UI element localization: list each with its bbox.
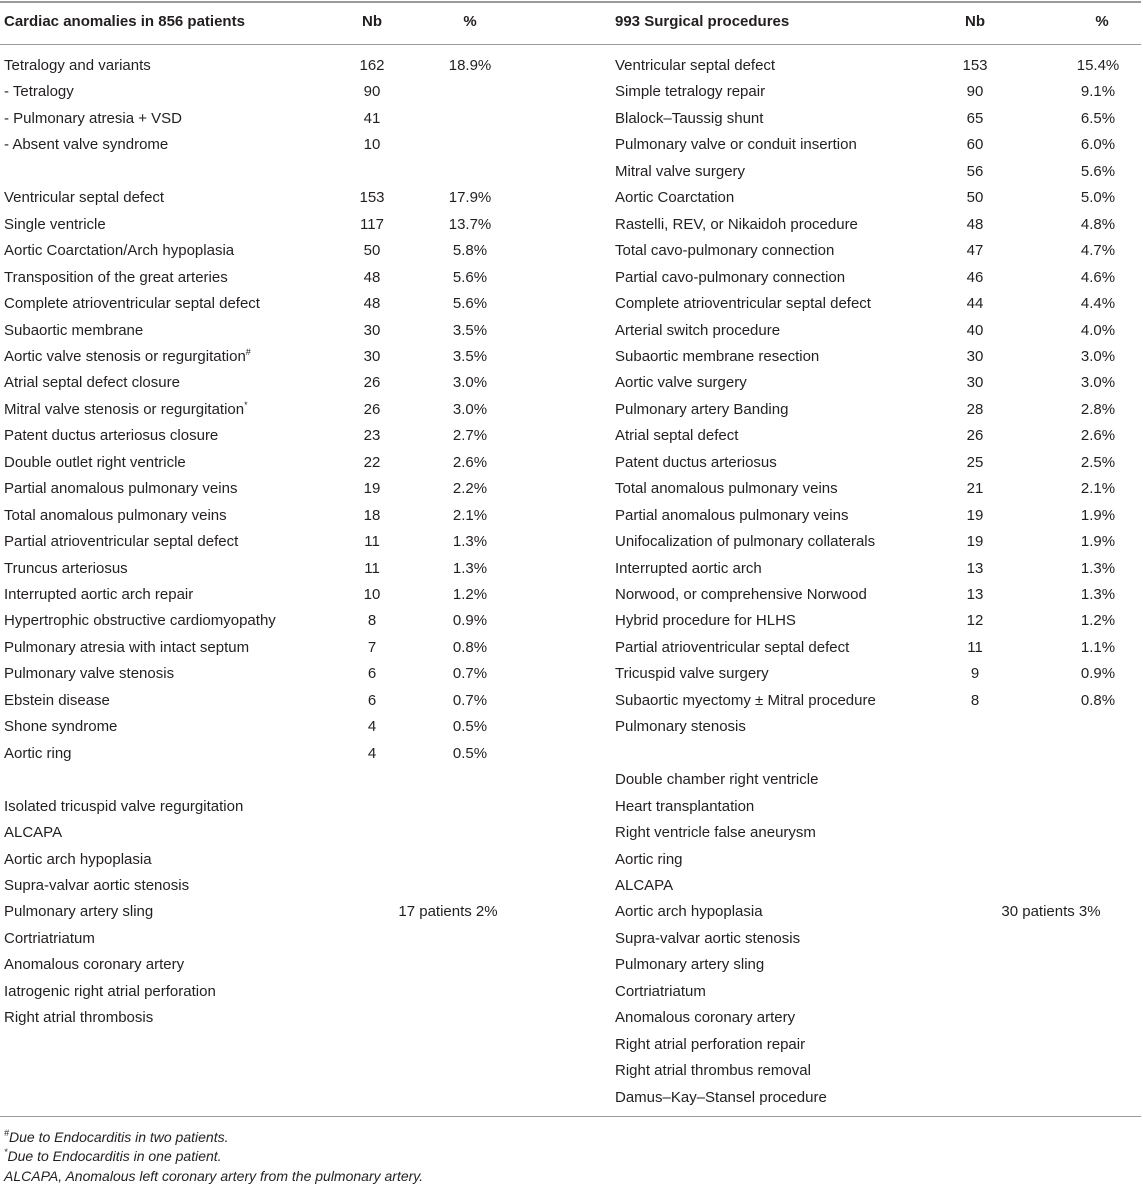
right-row-nb: 12	[966, 612, 984, 629]
row-label-text: Supra-valvar aortic stenosis	[4, 877, 190, 894]
right-row-label	[615, 453, 777, 473]
left-row-nb: 7	[367, 639, 377, 656]
right-row-nb: 13	[966, 586, 984, 603]
left-row-nb: 26	[363, 401, 381, 418]
left-row-label	[4, 268, 228, 288]
left-row-label	[4, 215, 106, 235]
right-row-label	[615, 611, 796, 631]
left-row-label	[4, 506, 227, 526]
left-row-label	[4, 109, 182, 129]
left-row-nb: 18	[363, 507, 381, 524]
right-row-pct: 0.9%	[1080, 665, 1116, 682]
right-row-label	[615, 215, 858, 235]
row-label-text: Ebstein disease	[4, 692, 110, 709]
right-row-label	[615, 268, 845, 288]
right-nb-header: Nb	[965, 13, 985, 30]
right-row-pct: 2.5%	[1080, 454, 1116, 471]
row-label-text: Norwood, or comprehensive Norwood	[615, 586, 867, 603]
row-label-text: Ventricular septal defect	[615, 57, 776, 74]
left-row-nb: 4	[367, 745, 377, 762]
row-label-text: - Tetralogy	[4, 83, 74, 100]
right-row-label	[615, 559, 762, 579]
right-row-label	[615, 109, 763, 129]
left-row-pct: 1.3%	[452, 560, 488, 577]
row-label-text: Damus–Kay–Stansel procedure	[615, 1089, 827, 1106]
left-row-label	[4, 902, 153, 922]
right-row-label	[615, 321, 780, 341]
row-label-text: Right ventricle false aneurysm	[615, 824, 816, 841]
right-row-pct: 3.0%	[1080, 374, 1116, 391]
left-row-label	[4, 56, 151, 76]
row-label-text: Tetralogy and variants	[4, 57, 151, 74]
row-label-text: Patent ductus arteriosus closure	[4, 427, 219, 444]
left-row-pct: 18.9%	[448, 57, 492, 74]
left-row-nb: 48	[363, 295, 381, 312]
left-row-nb: 23	[363, 427, 381, 444]
right-row-nb: 30	[966, 374, 984, 391]
right-row-nb: 30	[966, 348, 984, 365]
right-title-header: 993 Surgical procedures	[615, 13, 790, 30]
row-label-text: Double outlet right ventricle	[4, 454, 186, 471]
left-row-nb: 11	[364, 560, 380, 577]
right-row-pct: 9.1%	[1080, 83, 1116, 100]
right-row-nb: 28	[966, 401, 984, 418]
left-row-nb: 8	[367, 612, 377, 629]
left-row-pct: 2.1%	[452, 507, 488, 524]
left-row-pct: 2.2%	[452, 480, 488, 497]
left-row-pct: 5.8%	[452, 242, 488, 259]
left-nb-header: Nb	[362, 13, 382, 30]
footnote-alcapa	[4, 1166, 423, 1186]
row-label-text: Arterial switch procedure	[615, 322, 781, 339]
left-row-label	[4, 294, 260, 314]
left-row-label	[4, 188, 164, 208]
right-row-pct: 2.8%	[1080, 401, 1116, 418]
left-row-nb: 153	[359, 189, 385, 206]
table-header-rule	[0, 44, 1141, 45]
row-label-text: Aortic valve stenosis or regurgitation	[4, 348, 246, 365]
left-row-label	[4, 559, 128, 579]
row-label-text: Hybrid procedure for HLHS	[615, 612, 796, 629]
right-row-nb: 60	[966, 136, 984, 153]
left-row-nb: 11	[364, 533, 380, 550]
row-label-text: Patent ductus arteriosus	[615, 454, 777, 471]
row-label-text: Atrial septal defect	[615, 427, 739, 444]
right-row-nb: 153	[962, 57, 988, 74]
left-row-pct: 3.5%	[452, 322, 488, 339]
left-row-pct: 2.6%	[452, 454, 488, 471]
footnote-endocarditis-one	[4, 1146, 222, 1166]
right-row-label	[615, 56, 775, 76]
row-label-text: Total cavo-pulmonary connection	[615, 242, 835, 259]
footnote-text: Due to Endocarditis in one patient.	[7, 1148, 222, 1164]
right-row-label	[615, 241, 834, 261]
right-row-label	[615, 1088, 827, 1108]
right-row-label	[615, 982, 706, 1002]
right-row-label	[615, 400, 788, 420]
left-row-label	[4, 850, 152, 870]
right-group-summary: 30 patients 3%	[1001, 903, 1101, 920]
left-row-label	[4, 532, 238, 552]
right-row-nb: 19	[966, 507, 984, 524]
left-row-label	[4, 982, 216, 1002]
left-row-nb: 10	[363, 136, 381, 153]
left-row-label	[4, 347, 251, 367]
right-row-nb: 9	[970, 665, 980, 682]
row-label-text: Total anomalous pulmonary veins	[4, 507, 227, 524]
right-row-pct: 6.0%	[1080, 136, 1116, 153]
row-footnote-mark: *	[244, 400, 248, 410]
row-label-text: Double chamber right ventricle	[615, 771, 819, 788]
left-row-label	[4, 373, 180, 393]
left-row-pct: 0.5%	[452, 718, 488, 735]
row-label-text: Aortic valve surgery	[615, 374, 747, 391]
row-label-text: Rastelli, REV, or Nikaidoh procedure	[615, 216, 858, 233]
right-row-pct: 6.5%	[1080, 110, 1116, 127]
left-row-nb: 90	[363, 83, 381, 100]
left-row-label	[4, 955, 184, 975]
left-row-nb: 6	[367, 692, 377, 709]
right-row-label	[615, 876, 673, 896]
row-label-text: Aortic ring	[4, 745, 72, 762]
right-row-nb: 44	[966, 295, 984, 312]
right-row-pct: 4.7%	[1080, 242, 1116, 259]
right-row-pct: 1.2%	[1080, 612, 1116, 629]
right-row-nb: 26	[966, 427, 984, 444]
left-row-pct: 0.5%	[452, 745, 488, 762]
left-row-pct: 3.0%	[452, 401, 488, 418]
left-row-label	[4, 585, 193, 605]
left-row-label	[4, 744, 72, 764]
right-row-nb: 40	[966, 322, 984, 339]
right-row-label	[615, 1035, 805, 1055]
left-title-header: Cardiac anomalies in 856 patients	[4, 13, 245, 30]
right-row-nb: 25	[966, 454, 984, 471]
right-row-nb: 21	[966, 480, 984, 497]
row-label-text: Atrial septal defect closure	[4, 374, 180, 391]
row-label-text: Cortriatriatum	[615, 983, 706, 1000]
left-row-pct: 0.7%	[452, 692, 488, 709]
row-label-text: Simple tetralogy repair	[615, 83, 766, 100]
right-row-label	[615, 294, 871, 314]
right-row-label	[615, 691, 876, 711]
left-row-label	[4, 135, 168, 155]
left-row-label	[4, 797, 243, 817]
right-row-label	[615, 373, 747, 393]
left-row-label	[4, 82, 74, 102]
right-row-nb: 11	[967, 639, 983, 656]
left-row-nb: 4	[367, 718, 377, 735]
row-label-text: Partial anomalous pulmonary veins	[4, 480, 238, 497]
row-label-text: Pulmonary stenosis	[615, 718, 746, 735]
left-row-label	[4, 479, 237, 499]
row-label-text: Truncus arteriosus	[4, 560, 128, 577]
row-label-text: Right atrial thrombosis	[4, 1009, 154, 1026]
left-row-pct: 3.0%	[452, 374, 488, 391]
right-row-pct: 1.1%	[1080, 639, 1116, 656]
right-row-label	[615, 1008, 795, 1028]
left-row-pct: 3.5%	[452, 348, 488, 365]
left-row-pct: 13.7%	[448, 216, 492, 233]
right-row-label	[615, 585, 867, 605]
row-label-text: ALCAPA	[615, 877, 674, 894]
left-row-label	[4, 929, 95, 949]
row-label-text: ALCAPA	[4, 824, 63, 841]
footnote-mark: #	[4, 1128, 10, 1138]
right-row-label	[615, 929, 800, 949]
row-label-text: Partial atrioventricular septal defect	[4, 533, 239, 550]
row-label-text: Aortic Coarctation/Arch hypoplasia	[4, 242, 235, 259]
footnote-endocarditis-two	[4, 1127, 228, 1147]
right-row-pct: 2.1%	[1080, 480, 1116, 497]
left-row-nb: 19	[363, 480, 381, 497]
left-pct-header: %	[463, 13, 477, 30]
right-row-nb: 65	[966, 110, 984, 127]
left-row-label	[4, 400, 248, 420]
right-row-label	[615, 955, 764, 975]
right-row-label	[615, 1061, 811, 1081]
left-row-nb: 30	[363, 322, 381, 339]
left-group-summary: 17 patients 2%	[398, 903, 498, 920]
right-row-label	[615, 664, 769, 684]
row-label-text: Cortriatriatum	[4, 930, 95, 947]
right-row-label	[615, 638, 849, 658]
right-row-label	[615, 162, 745, 182]
right-row-pct: 5.0%	[1080, 189, 1116, 206]
left-row-pct: 1.2%	[452, 586, 488, 603]
row-label-text: Partial atrioventricular septal defect	[615, 639, 850, 656]
footnote-text: ALCAPA, Anomalous left coronary artery from the pulmonary artery.	[4, 1168, 424, 1184]
row-label-text: Aortic arch hypoplasia	[615, 903, 763, 920]
row-label-text: Hypertrophic obstructive cardiomyopathy	[4, 612, 276, 629]
right-row-label	[615, 717, 746, 737]
row-label-text: Interrupted aortic arch	[615, 560, 762, 577]
row-label-text: - Absent valve syndrome	[4, 136, 169, 153]
left-row-nb: 162	[359, 57, 385, 74]
right-row-pct: 4.8%	[1080, 216, 1116, 233]
row-label-text: Pulmonary atresia with intact septum	[4, 639, 250, 656]
right-row-pct: 2.6%	[1080, 427, 1116, 444]
left-row-pct: 17.9%	[448, 189, 492, 206]
right-row-label	[615, 850, 683, 870]
row-label-text: Pulmonary artery Banding	[615, 401, 789, 418]
row-label-text: Pulmonary artery sling	[615, 956, 765, 973]
left-row-pct: 1.3%	[452, 533, 488, 550]
left-row-pct: 0.9%	[452, 612, 488, 629]
left-row-label	[4, 638, 249, 658]
row-label-text: Aortic Coarctation	[615, 189, 735, 206]
right-row-pct: 4.0%	[1080, 322, 1116, 339]
row-label-text: Mitral valve stenosis or regurgitation	[4, 401, 245, 418]
row-label-text: Isolated tricuspid valve regurgitation	[4, 798, 244, 815]
row-label-text: Interrupted aortic arch repair	[4, 586, 194, 603]
right-row-pct: 1.9%	[1080, 507, 1116, 524]
left-row-pct: 5.6%	[452, 295, 488, 312]
row-label-text: Blalock–Taussig shunt	[615, 110, 764, 127]
left-row-nb: 26	[363, 374, 381, 391]
left-row-nb: 41	[363, 110, 381, 127]
row-footnote-mark: #	[245, 347, 251, 357]
footnote-text: Due to Endocarditis in two patients.	[9, 1129, 229, 1145]
row-label-text: Anomalous coronary artery	[4, 956, 185, 973]
right-row-label	[615, 902, 763, 922]
right-row-nb: 48	[966, 216, 984, 233]
footnote-mark: *	[4, 1147, 8, 1157]
left-row-nb: 30	[363, 348, 381, 365]
left-row-label	[4, 241, 234, 261]
left-row-label	[4, 823, 62, 843]
row-label-text: Ventricular septal defect	[4, 189, 165, 206]
row-label-text: Partial cavo-pulmonary connection	[615, 269, 846, 286]
row-label-text: Complete atrioventricular septal defect	[4, 295, 260, 312]
right-row-nb: 8	[970, 692, 980, 709]
left-row-label	[4, 691, 110, 711]
row-label-text: Unifocalization of pulmonary collaterals	[615, 533, 876, 550]
left-row-pct: 2.7%	[452, 427, 488, 444]
left-row-label	[4, 611, 276, 631]
row-label-text: Total anomalous pulmonary veins	[615, 480, 838, 497]
right-row-pct: 4.6%	[1080, 269, 1116, 286]
right-row-label	[615, 506, 848, 526]
row-label-text: Tricuspid valve surgery	[615, 665, 769, 682]
left-row-nb: 6	[367, 665, 377, 682]
left-row-label	[4, 453, 186, 473]
left-row-nb: 50	[363, 242, 381, 259]
row-label-text: Subaortic membrane	[4, 322, 144, 339]
row-label-text: - Pulmonary atresia + VSD	[4, 110, 182, 127]
right-row-label	[615, 426, 738, 446]
row-label-text: Subaortic myectomy ± Mitral procedure	[615, 692, 876, 709]
left-row-label	[4, 321, 143, 341]
row-label-text: Shone syndrome	[4, 718, 118, 735]
row-label-text: Mitral valve surgery	[615, 163, 746, 180]
left-row-label	[4, 876, 189, 896]
right-row-nb: 47	[966, 242, 984, 259]
left-row-label	[4, 717, 117, 737]
row-label-text: Aortic ring	[615, 851, 683, 868]
row-label-text: Pulmonary artery sling	[4, 903, 154, 920]
right-row-pct: 4.4%	[1080, 295, 1116, 312]
right-row-label	[615, 188, 734, 208]
row-label-text: Transposition of the great arteries	[4, 269, 228, 286]
row-label-text: Right atrial thrombus removal	[615, 1062, 811, 1079]
left-row-nb: 117	[360, 216, 384, 233]
row-label-text: Partial anomalous pulmonary veins	[615, 507, 849, 524]
row-label-text: Heart transplantation	[615, 798, 755, 815]
right-row-nb: 46	[966, 269, 984, 286]
row-label-text: Complete atrioventricular septal defect	[615, 295, 871, 312]
right-row-pct: 5.6%	[1080, 163, 1116, 180]
row-label-text: Iatrogenic right atrial perforation	[4, 983, 216, 1000]
row-label-text: Subaortic membrane resection	[615, 348, 820, 365]
row-label-text: Supra-valvar aortic stenosis	[615, 930, 801, 947]
left-row-nb: 22	[363, 454, 381, 471]
right-row-label	[615, 823, 816, 843]
left-row-pct: 0.7%	[452, 665, 488, 682]
right-row-nb: 56	[966, 163, 984, 180]
left-row-label	[4, 664, 174, 684]
row-label-text: Right atrial perforation repair	[615, 1036, 806, 1053]
right-row-label	[615, 82, 765, 102]
right-row-nb: 13	[966, 560, 984, 577]
right-row-nb: 90	[966, 83, 984, 100]
right-pct-header: %	[1095, 13, 1109, 30]
row-label-text: Single ventricle	[4, 216, 106, 233]
right-row-pct: 1.9%	[1080, 533, 1116, 550]
right-row-nb: 50	[966, 189, 984, 206]
left-row-nb: 48	[363, 269, 381, 286]
right-row-label	[615, 135, 857, 155]
right-row-pct: 3.0%	[1080, 348, 1116, 365]
table-bottom-rule	[0, 1116, 1141, 1117]
right-row-nb: 19	[966, 533, 984, 550]
right-row-pct: 15.4%	[1076, 57, 1120, 74]
left-row-pct: 5.6%	[452, 269, 488, 286]
right-row-label	[615, 479, 838, 499]
row-label-text: Anomalous coronary artery	[615, 1009, 796, 1026]
right-row-pct: 1.3%	[1080, 560, 1116, 577]
row-label-text: Aortic arch hypoplasia	[4, 851, 152, 868]
row-label-text: Pulmonary valve or conduit insertion	[615, 136, 857, 153]
right-row-label	[615, 797, 754, 817]
left-row-label	[4, 1008, 153, 1028]
right-row-label	[615, 532, 875, 552]
right-row-pct: 1.3%	[1080, 586, 1116, 603]
left-row-nb: 10	[363, 586, 381, 603]
table-top-rule	[0, 1, 1141, 3]
left-row-label	[4, 426, 218, 446]
right-row-label	[615, 347, 819, 367]
right-row-pct: 0.8%	[1080, 692, 1116, 709]
left-row-pct: 0.8%	[452, 639, 488, 656]
row-label-text: Pulmonary valve stenosis	[4, 665, 175, 682]
right-row-label	[615, 770, 818, 790]
